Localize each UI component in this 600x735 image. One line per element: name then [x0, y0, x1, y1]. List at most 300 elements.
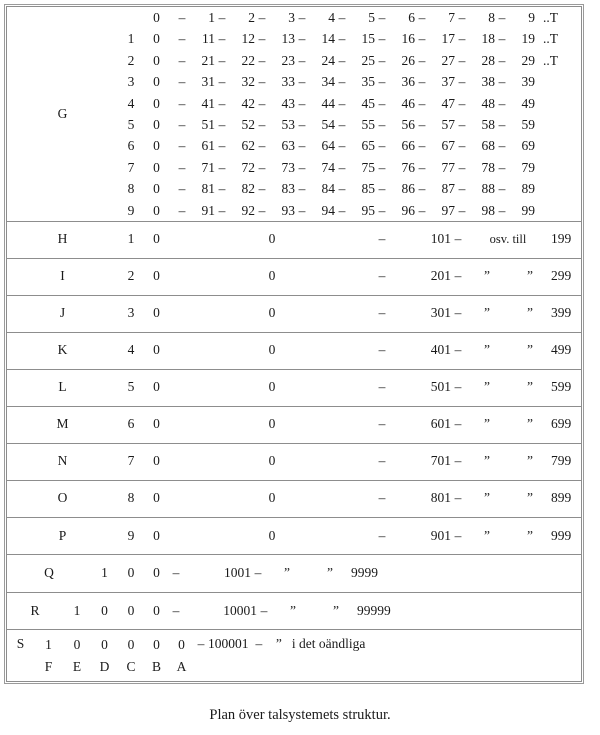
- s-infinity-text: i det oändliga: [291, 636, 366, 652]
- sequence-dash: –: [338, 74, 346, 90]
- r-row-range: [169, 592, 581, 629]
- sequence-dash: –: [178, 159, 186, 175]
- sequence-dash: –: [298, 10, 306, 25]
- sequence-dash: –: [498, 181, 506, 197]
- g-sequence-row: [169, 114, 581, 135]
- s-hexletter-3: C: [126, 658, 136, 674]
- g-block-row: [7, 7, 581, 221]
- sequence-number: 8: [488, 10, 495, 25]
- sequence-dash: –: [378, 31, 386, 47]
- range-end: 499: [551, 342, 572, 358]
- s-cell-0: [34, 630, 63, 681]
- numeral-system-figure: [4, 4, 584, 684]
- range-leading-dash: –: [378, 453, 386, 469]
- hundreds-row-range: [375, 517, 581, 554]
- sequence-number: 2: [248, 10, 255, 25]
- r-row-label: R: [30, 602, 40, 618]
- sequence-dash: –: [378, 159, 386, 175]
- hundreds-digit-2: 0: [153, 305, 160, 321]
- range-ditto-1: ”: [484, 342, 490, 358]
- r-range-start: 10001: [223, 602, 258, 618]
- sequence-number: 41: [201, 95, 215, 111]
- sequence-dash: –: [418, 95, 426, 111]
- r-digit-2: 0: [127, 602, 135, 618]
- sequence-dash: –: [498, 159, 506, 175]
- s-cell-1: [63, 630, 91, 681]
- sequence-dash: –: [298, 31, 306, 47]
- hundreds-row-label: M: [56, 416, 69, 432]
- hundreds-digit-3: 0: [268, 490, 276, 506]
- r-row-table: [7, 592, 581, 630]
- sequence-dash: –: [418, 181, 426, 197]
- range-start: 901: [430, 527, 451, 543]
- sequence-number: 93: [281, 202, 295, 218]
- sequence-number: 71: [201, 159, 215, 175]
- table-outer-frame: [4, 4, 584, 684]
- sequence-number: 14: [321, 31, 335, 47]
- sequence-dash: –: [258, 202, 266, 218]
- sequence-continuation: ..T: [543, 10, 558, 25]
- sequence-number: 39: [521, 74, 535, 90]
- hundreds-digit-3: 0: [268, 527, 276, 543]
- g-zero-2: 0: [153, 52, 160, 68]
- g-tens-4: 4: [127, 95, 135, 111]
- hundreds-digit-1: 4: [127, 342, 135, 358]
- range-ditto-2: ”: [527, 342, 533, 358]
- sequence-dash: –: [378, 116, 386, 132]
- hundreds-digit-3: 0: [268, 379, 276, 395]
- sequence-number: 87: [441, 181, 455, 197]
- hundreds-row-label: O: [57, 490, 68, 506]
- sequence-number: 27: [441, 52, 455, 68]
- table-inner-frame: [6, 6, 582, 682]
- g-block-table: [7, 7, 581, 221]
- s-inner-dash: –: [255, 636, 263, 652]
- g-zero-6: 0: [153, 138, 160, 154]
- s-hexletter-4: B: [151, 658, 161, 674]
- sequence-number: 57: [441, 116, 455, 132]
- sequence-number: 88: [481, 181, 495, 197]
- sequence-number: 95: [361, 202, 375, 218]
- sequence-dash: –: [258, 116, 266, 132]
- range-inner-dash: –: [454, 268, 462, 284]
- hundreds-row-range: [375, 443, 581, 480]
- sequence-dash: –: [378, 95, 386, 111]
- sequence-dash: –: [298, 116, 306, 132]
- sequence-number: 96: [401, 202, 415, 218]
- hundreds-row: [7, 369, 581, 406]
- sequence-number: 56: [401, 116, 415, 132]
- sequence-dash: –: [218, 159, 226, 175]
- sequence-number: 75: [361, 159, 375, 175]
- g-block-units-column: [144, 7, 169, 221]
- sequence-number: 73: [281, 159, 295, 175]
- sequence-dash: –: [298, 202, 306, 218]
- sequence-number: 4: [328, 10, 335, 25]
- sequence-dash: –: [178, 52, 186, 68]
- sequence-number: 16: [401, 31, 415, 47]
- hundreds-digit-3: 0: [268, 416, 276, 432]
- q-row-range: [169, 555, 581, 592]
- sequence-dash: –: [458, 202, 466, 218]
- hundreds-row-range: [375, 258, 581, 295]
- hundreds-digit-1: 6: [127, 416, 135, 432]
- range-osv-till-text: osv. till: [489, 232, 527, 247]
- sequence-dash: –: [298, 52, 306, 68]
- q-row-label: Q: [44, 565, 54, 581]
- s-digit-1: 0: [73, 636, 81, 652]
- g-block-tens-column: [118, 7, 144, 221]
- q-row: [7, 555, 581, 592]
- sequence-dash: –: [178, 202, 186, 218]
- sequence-number: 31: [201, 74, 215, 90]
- r-ditto-2: ”: [333, 602, 340, 618]
- g-block-label: G: [57, 105, 68, 121]
- hundreds-digit-1: 7: [127, 453, 135, 469]
- hundreds-digit-1: 5: [127, 379, 135, 395]
- sequence-number: 72: [241, 159, 255, 175]
- range-inner-dash: –: [454, 342, 462, 358]
- sequence-dash: –: [178, 10, 186, 25]
- sequence-dash: –: [378, 74, 386, 90]
- hundreds-row: [7, 258, 581, 295]
- g-zero-9: 0: [153, 202, 160, 218]
- range-end: 799: [551, 453, 572, 469]
- sequence-number: 61: [201, 138, 215, 154]
- sequence-number: 99: [521, 202, 535, 218]
- range-leading-dash: –: [378, 342, 386, 358]
- sequence-number: 97: [441, 202, 455, 218]
- sequence-dash: –: [498, 74, 506, 90]
- hundreds-row-label: P: [58, 527, 67, 543]
- sequence-number: 17: [441, 31, 455, 47]
- sequence-dash: –: [258, 138, 266, 154]
- r-row: [7, 592, 581, 629]
- sequence-number: 42: [241, 95, 255, 111]
- sequence-dash: –: [218, 116, 226, 132]
- sequence-continuation: ..T: [543, 31, 558, 47]
- range-ditto-1: ”: [484, 416, 490, 432]
- range-end: 999: [551, 527, 572, 543]
- s-range-start: 100001: [208, 636, 249, 652]
- sequence-dash: –: [338, 10, 346, 25]
- sequence-number: 19: [521, 31, 535, 47]
- q-row-table: [7, 554, 581, 592]
- hundreds-row-label: N: [57, 453, 68, 469]
- range-start: 401: [430, 342, 451, 358]
- g-zero-8: 0: [153, 181, 160, 197]
- sequence-number: 44: [321, 95, 335, 111]
- sequence-number: 35: [361, 74, 375, 90]
- range-inner-dash: –: [454, 527, 462, 543]
- sequence-number: 51: [201, 116, 215, 132]
- sequence-number: 6: [408, 10, 415, 25]
- sequence-dash: –: [458, 31, 466, 47]
- g-sequence-row: [169, 7, 581, 28]
- sequence-dash: –: [498, 10, 506, 25]
- g-sequence-row: [169, 200, 581, 221]
- sequence-dash: –: [338, 181, 346, 197]
- g-tens-9: 9: [127, 202, 135, 218]
- sequence-dash: –: [498, 52, 506, 68]
- g-tens-1: 1: [127, 31, 135, 47]
- range-end: 599: [551, 379, 572, 395]
- hundreds-digit-3: 0: [268, 453, 276, 469]
- sequence-dash: –: [218, 202, 226, 218]
- figure-caption: Plan över talsystemets struktur.: [209, 707, 391, 723]
- sequence-number: 24: [321, 52, 335, 68]
- sequence-dash: –: [178, 138, 186, 154]
- range-leading-dash: –: [378, 379, 386, 395]
- range-leading-dash: –: [378, 416, 386, 432]
- sequence-number: 22: [241, 52, 255, 68]
- sequence-number: 94: [321, 202, 335, 218]
- sequence-dash: –: [458, 95, 466, 111]
- hundreds-row-label: I: [60, 268, 65, 284]
- hundreds-digit-1: 1: [127, 231, 135, 247]
- sequence-number: 5: [368, 10, 375, 25]
- sequence-continuation: ..T: [543, 52, 558, 68]
- sequence-number: 34: [321, 74, 335, 90]
- q-digit-2: 0: [153, 565, 160, 581]
- sequence-number: 37: [441, 74, 455, 90]
- s-row-table: [7, 629, 581, 681]
- sequence-dash: –: [218, 31, 226, 47]
- sequence-number: 74: [321, 159, 335, 175]
- range-ditto-1: ”: [484, 305, 490, 321]
- g-sequence-row: [169, 28, 581, 49]
- q-range-start: 1001: [224, 565, 251, 581]
- sequence-dash: –: [218, 181, 226, 197]
- sequence-number: 98: [481, 202, 495, 218]
- sequence-number: 65: [361, 138, 375, 154]
- g-sequence-row: [169, 178, 581, 199]
- q-digit-1: 0: [127, 565, 135, 581]
- range-ditto-2: ”: [527, 453, 533, 469]
- hundreds-row-range: [375, 369, 581, 406]
- sequence-number: 59: [521, 116, 535, 132]
- sequence-dash: –: [298, 95, 306, 111]
- sequence-number: 21: [201, 52, 215, 68]
- hundreds-digit-1: 8: [127, 490, 135, 506]
- s-row: [7, 630, 581, 681]
- sequence-dash: –: [458, 74, 466, 90]
- sequence-number: 1: [208, 10, 215, 25]
- sequence-number: 92: [241, 202, 255, 218]
- hundreds-digit-2: 0: [153, 379, 160, 395]
- sequence-dash: –: [258, 181, 266, 197]
- sequence-dash: –: [218, 74, 226, 90]
- range-inner-dash: –: [454, 490, 462, 506]
- g-zero-7: 0: [153, 159, 160, 175]
- sequence-dash: –: [458, 116, 466, 132]
- sequence-number: 54: [321, 116, 335, 132]
- sequence-number: 86: [401, 181, 415, 197]
- range-ditto-2: ”: [527, 490, 533, 506]
- sequence-dash: –: [298, 159, 306, 175]
- sequence-dash: –: [458, 138, 466, 154]
- g-sequence-row: [169, 71, 581, 92]
- range-start: 601: [430, 416, 451, 432]
- g-zero-1: 0: [153, 31, 160, 47]
- sequence-number: 29: [521, 52, 535, 68]
- sequence-number: 23: [281, 52, 295, 68]
- sequence-dash: –: [458, 181, 466, 197]
- sequence-dash: –: [178, 181, 186, 197]
- sequence-dash: –: [418, 31, 426, 47]
- sequence-number: 28: [481, 52, 495, 68]
- sequence-dash: –: [178, 95, 186, 111]
- sequence-number: 55: [361, 116, 375, 132]
- q-inner-dash: –: [254, 565, 262, 581]
- sequence-number: 25: [361, 52, 375, 68]
- sequence-number: 67: [441, 138, 455, 154]
- sequence-number: 49: [521, 95, 535, 111]
- range-ditto-1: ”: [484, 490, 490, 506]
- hundreds-row: [7, 295, 581, 332]
- range-leading-dash: –: [378, 305, 386, 321]
- sequence-number: 36: [401, 74, 415, 90]
- sequence-dash: –: [498, 31, 506, 47]
- sequence-dash: –: [298, 181, 306, 197]
- range-ditto-2: ”: [527, 379, 533, 395]
- hundreds-row: [7, 517, 581, 554]
- sequence-dash: –: [218, 138, 226, 154]
- hundreds-rows-table: [7, 221, 581, 555]
- sequence-number: 33: [281, 74, 295, 90]
- sequence-dash: –: [498, 202, 506, 218]
- range-end: 299: [551, 268, 572, 284]
- sequence-dash: –: [378, 138, 386, 154]
- sequence-number: 38: [481, 74, 495, 90]
- sequence-dash: –: [258, 31, 266, 47]
- g-zero-3: 0: [153, 74, 160, 90]
- sequence-dash: –: [338, 138, 346, 154]
- sequence-dash: –: [218, 95, 226, 111]
- sequence-number: 53: [281, 116, 295, 132]
- sequence-dash: –: [498, 95, 506, 111]
- sequence-dash: –: [258, 52, 266, 68]
- r-ditto-1: ”: [290, 602, 297, 618]
- hundreds-row-label: J: [59, 305, 66, 321]
- g-sequence-row: [169, 135, 581, 156]
- s-hexletter-1: E: [72, 658, 82, 674]
- hundreds-digit-2: 0: [153, 490, 160, 506]
- hundreds-digit-1: 2: [127, 268, 135, 284]
- range-ditto-1: ”: [484, 268, 490, 284]
- hundreds-digit-2: 0: [153, 268, 160, 284]
- range-ditto-2: ”: [527, 527, 533, 543]
- range-start: 501: [430, 379, 451, 395]
- sequence-number: 63: [281, 138, 295, 154]
- range-start: 701: [430, 453, 451, 469]
- range-ditto-2: ”: [527, 268, 533, 284]
- s-cell-5: [169, 630, 194, 681]
- sequence-dash: –: [418, 10, 426, 25]
- range-ditto-1: ”: [484, 379, 490, 395]
- sequence-dash: –: [178, 74, 186, 90]
- sequence-dash: –: [378, 181, 386, 197]
- range-leading-dash: –: [378, 231, 386, 247]
- s-digit-0: 1: [45, 636, 52, 652]
- hundreds-row-label: K: [57, 342, 68, 358]
- r-leading-dash: –: [172, 602, 180, 618]
- hundreds-digit-1: 9: [127, 527, 135, 543]
- sequence-dash: –: [418, 52, 426, 68]
- g-sequence-row: [169, 157, 581, 178]
- r-digit-3: 0: [153, 602, 160, 618]
- g-block-sequence-column: [169, 7, 581, 221]
- sequence-dash: –: [218, 10, 226, 25]
- sequence-dash: –: [338, 95, 346, 111]
- range-inner-dash: –: [454, 305, 462, 321]
- sequence-dash: –: [258, 95, 266, 111]
- s-row-range: [194, 630, 581, 681]
- hundreds-digit-3: 0: [268, 342, 276, 358]
- g-zero-0: 0: [153, 10, 160, 25]
- sequence-number: 91: [201, 202, 215, 218]
- sequence-number: 82: [241, 181, 255, 197]
- hundreds-row-label: L: [58, 379, 67, 395]
- sequence-dash: –: [458, 10, 466, 25]
- sequence-number: 83: [281, 181, 295, 197]
- hundreds-digit-3: 0: [268, 268, 276, 284]
- g-tens-0: [118, 7, 144, 28]
- sequence-dash: –: [338, 52, 346, 68]
- sequence-dash: –: [338, 159, 346, 175]
- sequence-dash: –: [378, 202, 386, 218]
- r-digit-0: 1: [73, 602, 81, 618]
- range-start: 801: [430, 490, 451, 506]
- q-digit-0: 1: [101, 565, 108, 581]
- g-tens-3: 3: [127, 74, 135, 90]
- sequence-number: 9: [528, 10, 535, 25]
- s-cell-4: [144, 630, 169, 681]
- sequence-dash: –: [418, 116, 426, 132]
- sequence-dash: –: [418, 138, 426, 154]
- s-hexletter-5: A: [176, 658, 187, 674]
- sequence-dash: –: [458, 159, 466, 175]
- sequence-number: 52: [241, 116, 255, 132]
- s-digit-5: 0: [178, 636, 185, 652]
- sequence-number: 11: [202, 31, 215, 47]
- range-ditto-2: ”: [527, 305, 533, 321]
- range-inner-dash: –: [454, 379, 462, 395]
- sequence-number: 48: [481, 95, 495, 111]
- sequence-dash: –: [418, 202, 426, 218]
- range-inner-dash: –: [454, 453, 462, 469]
- s-row-label: S: [16, 636, 25, 652]
- range-start: 101: [430, 231, 451, 247]
- range-end: 899: [551, 490, 572, 506]
- sequence-number: 58: [481, 116, 495, 132]
- hundreds-digit-1: 3: [127, 305, 135, 321]
- range-ditto-1: ”: [484, 453, 490, 469]
- sequence-number: 32: [241, 74, 255, 90]
- g-tens-2: 2: [127, 52, 135, 68]
- sequence-dash: –: [298, 74, 306, 90]
- range-start: 301: [430, 305, 451, 321]
- hundreds-digit-3: 0: [268, 305, 276, 321]
- q-leading-dash: –: [172, 565, 180, 581]
- sequence-dash: –: [178, 116, 186, 132]
- r-range-end: 99999: [357, 602, 391, 618]
- sequence-number: 12: [241, 31, 255, 47]
- s-hexletter-2: D: [99, 658, 110, 674]
- sequence-number: 3: [288, 10, 295, 25]
- hundreds-row: [7, 480, 581, 517]
- sequence-number: 77: [441, 159, 455, 175]
